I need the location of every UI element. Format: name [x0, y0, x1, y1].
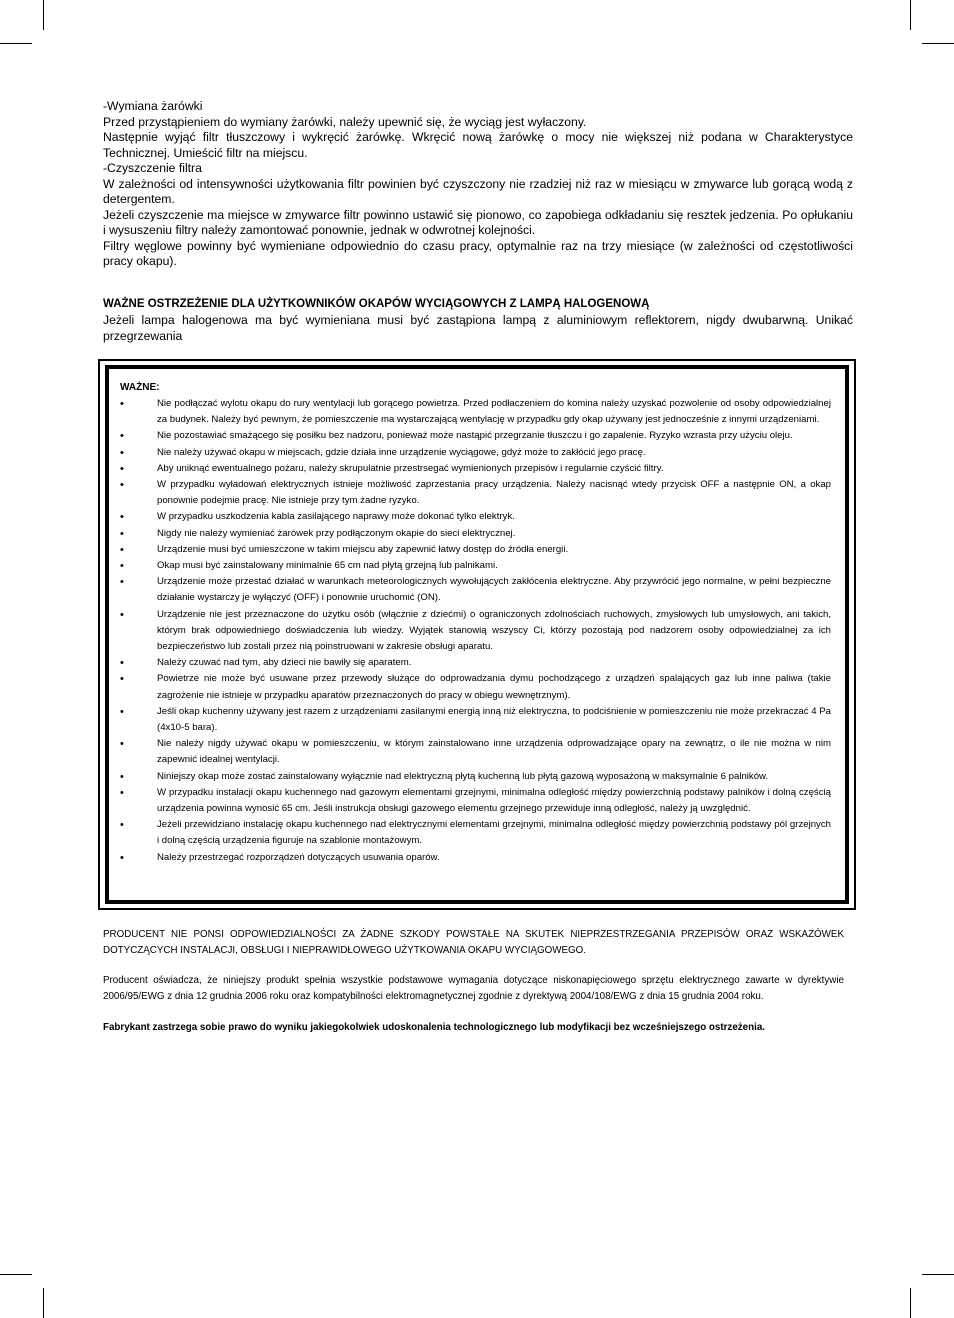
- important-notice-box: [98, 359, 856, 910]
- important-heading: WAŻNE:: [120, 382, 160, 393]
- halogen-warning-text: Jeżeli lampa halogenowa ma być wymieniana musi być zastąpiona lampą z aluminiowym reflektorem, nigdy dwubarwną. Unikać przegrzewania: [103, 313, 853, 343]
- liability-disclaimer: PRODUCENT NIE PONSI ODPOWIEDZIALNOŚCI ZA ŻADNE SZKODY POWSTAŁE NA SKUTEK NIEPRZESTRZEGANIA PRZEPISÓW ORAZ WSKAZÓWEK DOTYCZĄCYCH INSTALACJI, OBSŁUGI I NIEPRAWIDŁOWEGO UŻYTKOWANIA OKAPU WYCIĄGOWEGO.: [103, 929, 844, 956]
- important-list-item: [120, 574, 831, 606]
- important-list-item: [120, 671, 831, 703]
- crop-mark-top-left-h: [0, 43, 32, 44]
- important-item-text: Niniejszy okap może zostać zainstalowany wyłącznie nad elektryczną płytą kuchenną lub płytą gazową wyposażoną w maksymalnie 6 palników.: [157, 770, 769, 782]
- bullet-icon: •: [120, 673, 124, 686]
- important-list-item: [120, 736, 831, 768]
- crop-mark-top-right-h: [922, 43, 954, 44]
- compliance-declaration: Producent oświadcza, że niniejszy produkt spełnia wszystkie podstawowe wymagania dotyczące niskonapięciowego sprzętu elektrycznego zawarte w dyrektywie 2006/95/EWG z dnia 12 grudnia 2006 roku oraz kompatybilności elektromagnetycznej zgodnie z dyrektywą 2004/108/EWG z dnia 15 grudnia 2004 roku.: [103, 975, 844, 1002]
- important-list: [120, 396, 831, 866]
- important-item-text: Nie należy używać okapu w miejscach, gdzie działa inne urządzenie wyciągowe, gdyż może to zakłócić jego pracę.: [157, 446, 646, 458]
- bullet-icon: •: [120, 705, 124, 718]
- important-list-item: [120, 607, 831, 656]
- important-list-item: [120, 461, 831, 477]
- filter-paragraph-3: Filtry węglowe powinny być wymieniane odpowiednio do czasu pracy, optymalnie raz na trzy miesiące (w zależności od częstotliwości pracy okapu).: [103, 238, 853, 268]
- important-list-item: [120, 817, 831, 849]
- bullet-icon: •: [120, 527, 124, 540]
- crop-mark-bottom-right-h: [922, 1274, 954, 1275]
- filter-cleaning-heading: -Czyszczenie filtra: [103, 161, 202, 175]
- important-item-text: Urządzenie nie jest przeznaczone do użytku osób (włącznie z dziećmi) o ograniczonych zdolnościach ruchowych, zmysłowych lub umysłowych, ani takich, którym brak odpowiedniego doświadczenia lub wiedzy. Wyjątek stanowią wszyscy Ci, którzy pozostają pod nadzorem osoby odpowiedzialnej za ich bezpieczeństwo lub zostali przez nią poinstruowani w zakresie obsługi aparatu.: [157, 608, 831, 653]
- important-item-text: Jeśli okap kuchenny używany jest razem z urządzeniami zasilanymi energią inną niż elektryczna, to podciśnienie w pomieszczeniu nie może przekraczać 4 Pa (4x10-5 bara).: [157, 705, 831, 734]
- important-item-text: W przypadku uszkodzenia kabla zasilającego naprawy może dokonać tylko elektryk.: [157, 511, 515, 523]
- important-list-item: [120, 542, 831, 558]
- important-item-text: Należy przestrzegać rozporządzeń dotyczących usuwania oparów.: [157, 851, 440, 863]
- important-list-item: [120, 655, 831, 671]
- maintenance-section: [103, 99, 853, 270]
- halogen-warning-title: WAŻNE OSTRZEŻENIE DLA UŻYTKOWNIKÓW OKAPÓW WYCIĄGOWYCH Z LAMPĄ HALOGENOWĄ: [103, 298, 650, 310]
- crop-mark-bottom-left-h: [0, 1274, 32, 1275]
- bullet-icon: •: [120, 430, 124, 443]
- important-list-item: [120, 396, 831, 428]
- filter-paragraph-1: W zależności od intensywności użytkowania filtr powinien być czyszczony nie rzadziej niż raz w miesiącu w zmywarce lub gorącą wodą z detergentem.: [103, 176, 853, 206]
- bulb-paragraph-1: Przed przystąpieniem do wymiany żarówki, należy upewnić się, że wyciąg jest wyłaczony.: [103, 114, 587, 129]
- important-item-text: Aby uniknąć ewentualnego pożaru, należy skrupulatnie przestrsegać wymienionych przepisów i regularnie czyścić filtry.: [157, 462, 664, 474]
- important-list-item: [120, 558, 831, 574]
- important-list-item: [120, 785, 831, 817]
- important-list-item: [120, 850, 831, 866]
- important-item-text: Nie pozostawiać smażącego się posiłku bez nadzoru, ponieważ może nastąpić przegrzanie tłuszczu i go zapalenie. Ryzyko wzrasta przy użyciu oleju.: [157, 430, 793, 442]
- crop-mark-top-right: [910, 0, 911, 30]
- important-item-text: Urządzenie może przestać działać w warunkach meteorologicznych wywołujących zakłócenia elektryczne. Aby przywrócić jego normalne, w pełni bezpieczne działanie wystarczy je wyłączyć (OFF) i ponownie uruchomić (ON).: [157, 576, 831, 604]
- important-item-text: Jeżeli przewidziano instalację okapu kuchennego nad elektrycznymi elementami grzejnymi, minimalna odległość między powierzchnią podstawy pól grzejnych i dolną częścią urządzenia figuruje na szablonie montażowym.: [157, 819, 831, 847]
- important-notice-inner-border: [105, 365, 849, 904]
- important-item-text: Nigdy nie należy wymieniać żarówek przy podłączonym okapie do sieci elektrycznej.: [157, 527, 516, 539]
- bullet-icon: •: [120, 819, 124, 832]
- crop-mark-bottom-right: [910, 1288, 911, 1318]
- bullet-icon: •: [120, 543, 124, 556]
- bullet-icon: •: [120, 398, 124, 410]
- bulb-paragraph-2: Następnie wyjąć filtr tłuszczowy i wykręcić żarówkę. Wkręcić nową żarówkę o mocy nie większej niż podana w Charakterystyce Technicznej. Umieścić filtr na miejscu.: [103, 130, 853, 160]
- important-list-item: [120, 428, 831, 444]
- crop-mark-bottom-left: [43, 1288, 44, 1318]
- bullet-icon: •: [120, 462, 124, 475]
- important-list-item: [120, 509, 831, 525]
- important-item-text: Urządzenie musi być umieszczone w takim miejscu aby zapewnić łatwy dostęp do źródła energii.: [157, 543, 569, 555]
- important-list-item: [120, 769, 831, 785]
- important-item-text: Nie podłączać wylotu okapu do rury wentylacji lub gorącego powietrza. Przed podłaczeniem do komina należy uzyskać pozwolenie od osoby odpowiedzialnej za budynek. Należy być pewnym, że pomieszczenie ma wystarczającą wentylację w przypadku gdy okap używany jest jednocześnie z innymi urządzeniami.: [157, 398, 831, 426]
- important-item-text: Okap musi być zainstalowany minimalnie 65 cm nad płytą grzejną lub palnikami.: [157, 560, 498, 572]
- important-item-text: Nie należy nigdy używać okapu w pomieszczeniu, w którym zainstalowano inne urządzenia odprowadzające opary na zewnątrz, o ile nie można w nim zapewnić idealnej wentylacji.: [157, 738, 831, 766]
- bullet-icon: •: [120, 786, 124, 799]
- manufacturer-reservation: Fabrykant zastrzega sobie prawo do wyniku jakiegokolwiek udoskonalenia technologicznego lub modyfikacji bez wcześniejszego ostrzeżenia.: [103, 1022, 765, 1033]
- crop-mark-top-left: [43, 0, 44, 30]
- bullet-icon: •: [120, 446, 124, 459]
- bullet-icon: •: [120, 576, 124, 589]
- bulb-replacement-heading: -Wymiana żarówki: [103, 99, 203, 113]
- bullet-icon: •: [120, 738, 124, 751]
- bullet-icon: •: [120, 608, 124, 621]
- important-list-item: [120, 704, 831, 736]
- important-list-item: [120, 526, 831, 542]
- bullet-icon: •: [120, 770, 124, 783]
- important-item-text: W przypadku instalacji okapu kuchennego nad gazowym elementami grzejnymi, minimalna odległość między powierzchnią podstawy palników i dolną częścią urządzenia powinna wynosić 65 cm. Jeśli instrukcja obsługi gazowego elementu grzejnego przewiduje inną odległość, należy ją uwzględnić.: [157, 786, 831, 815]
- bullet-icon: •: [120, 560, 124, 573]
- filter-paragraph-2: Jeżeli czyszczenie ma miejsce w zmywarce filtr powinno ustawić się pionowo, co zapobiega odkładaniu się resztek jedzenia. Po opłukaniu i wysuszeniu filtry należy zamontować ponownie, jednak w odwrotnej kolejności.: [103, 207, 853, 237]
- important-list-item: [120, 477, 831, 509]
- important-item-text: Powietrze nie może być usuwane przez przewody służące do odprowadzania dymu pochodzącego z urządzeń spalających gaz lub inne paliwa (takie zagrożenie nie istnieje w przypadku aparatów przeznaczonych do pracy w obiegu wewnętrznym).: [157, 673, 831, 701]
- important-item-text: Należy czuwać nad tym, aby dzieci nie bawiły się aparatem.: [157, 657, 412, 669]
- bullet-icon: •: [120, 657, 124, 670]
- important-list-item: [120, 445, 831, 461]
- bullet-icon: •: [120, 511, 124, 524]
- important-item-text: W przypadku wyładowań elektrycznych istnieje możliwość zaprzestania pracy urządzenia. Należy nacisnąć wtedy przycisk OFF a następnie ON, a okap ponownie podejmie pracę. Nie istnieje przy tym żadne ryzyko.: [157, 479, 831, 507]
- important-notice-content: [120, 380, 831, 866]
- bullet-icon: •: [120, 479, 124, 492]
- bullet-icon: •: [120, 851, 124, 864]
